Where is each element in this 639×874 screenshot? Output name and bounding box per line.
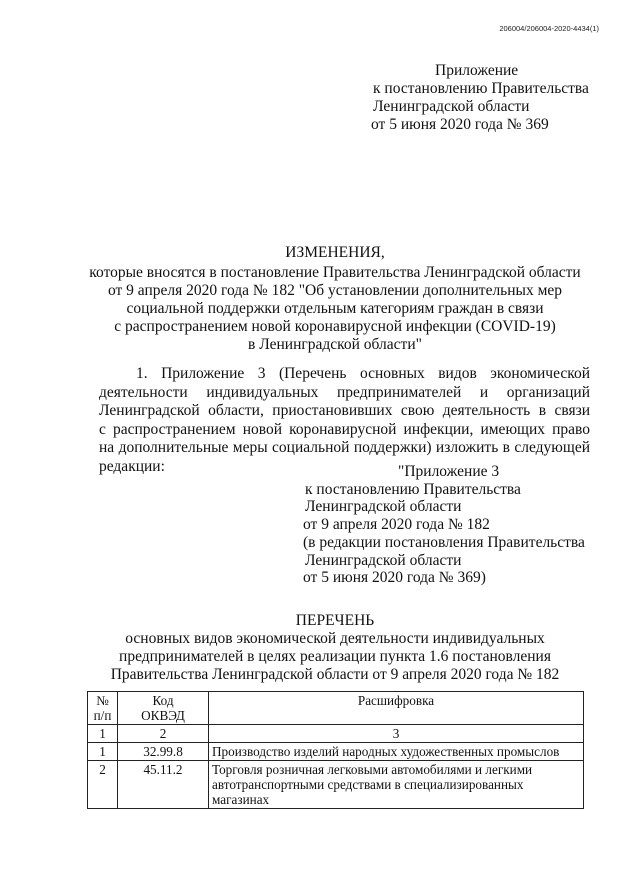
appendix-header [371,62,589,134]
row-code: 45.11.2 [118,761,209,809]
annex-quote-line: (в редакции постановления Правительства [303,533,585,551]
table-index-row [88,725,584,743]
paragraph-line: деятельности индивидуальных предпринимателей и организаций [99,383,590,401]
paragraph-line: 1. Приложение 3 (Перечень основных видов экономической [136,365,590,382]
row-desc: Торговля розничная легковыми автомобилями и легкими автотранспортными средствами в специализированных магазинах [209,761,584,809]
header-code-line2: ОКВЭД [141,708,185,723]
changes-heading [80,244,590,354]
appendix-header-line: к постановлению Правительства [373,80,589,97]
annex-quote-line: к постановлению Правительства [305,480,521,498]
header-code [118,692,209,725]
changes-subtitle-line: с распространением новой коронавирусной инфекции (COVID-19) [114,318,556,335]
document-id: 206004/206004-2020-4434(1) [499,24,599,33]
changes-subtitle-line: от 9 апреля 2020 года № 182 "Об установлении дополнительных мер [107,282,563,299]
table-row [88,743,584,761]
paragraph-line: Ленинградской области, приостановивших свою деятельность в связи [99,402,590,420]
annex-quote [303,463,585,587]
table-cell: 1 [88,725,118,743]
paragraph-line: редакции: [99,457,165,475]
changes-subtitle-line: которые вносятся в постановление Правительства Ленинградской области [89,264,581,281]
row-num: 1 [88,743,118,761]
appendix-header-line: Ленинградской области [373,98,530,115]
header-num-line2: п/п [93,708,112,723]
list-subtitle-line: Правительства Ленинградской области от 9 апреля 2020 года № 182 [110,666,560,683]
table-header-row [88,692,584,725]
amendment-paragraph [99,365,590,477]
paragraph-line: с распространением новой коронавирусной инфекции, имеющих право [99,420,590,438]
table-row [88,761,584,809]
header-desc: Расшифровка [209,692,584,725]
list-subtitle-line: основных видов экономической деятельности индивидуальных [125,630,545,647]
row-code: 32.99.8 [118,743,209,761]
annex-quote-line: от 9 апреля 2020 года № 182 [303,516,490,534]
annex-quote-line: Ленинградской области [305,498,462,516]
list-title: ПЕРЕЧЕНЬ [295,612,375,629]
annex-quote-line: от 5 июня 2020 года № 369) [303,569,486,587]
list-heading [80,612,590,684]
changes-subtitle-line: в Ленинградской области" [248,336,422,353]
list-subtitle-line: предпринимателей в целях реализации пункта 1.6 постановления [119,648,551,665]
appendix-header-line: от 5 июня 2020 года № 369 [371,116,549,133]
annex-quote-line: "Приложение 3 [398,463,500,480]
changes-title: ИЗМЕНЕНИЯ, [285,244,385,261]
row-num: 2 [88,761,118,809]
annex-quote-line: Ленинградской области [305,551,462,569]
okved-table [87,691,584,809]
header-num [88,692,118,725]
table-cell: 3 [209,725,584,743]
header-code-line1: Код [152,693,174,708]
appendix-header-line: Приложение [435,62,519,79]
paragraph-line: на дополнительные меры социальной поддержки) изложить в следующей [99,439,590,457]
header-num-line1: № [96,693,109,708]
changes-subtitle-line: социальной поддержки отдельным категориям граждан в связи [126,300,544,317]
row-desc: Производство изделий народных художественных промыслов [209,743,584,761]
table-cell: 2 [118,725,209,743]
